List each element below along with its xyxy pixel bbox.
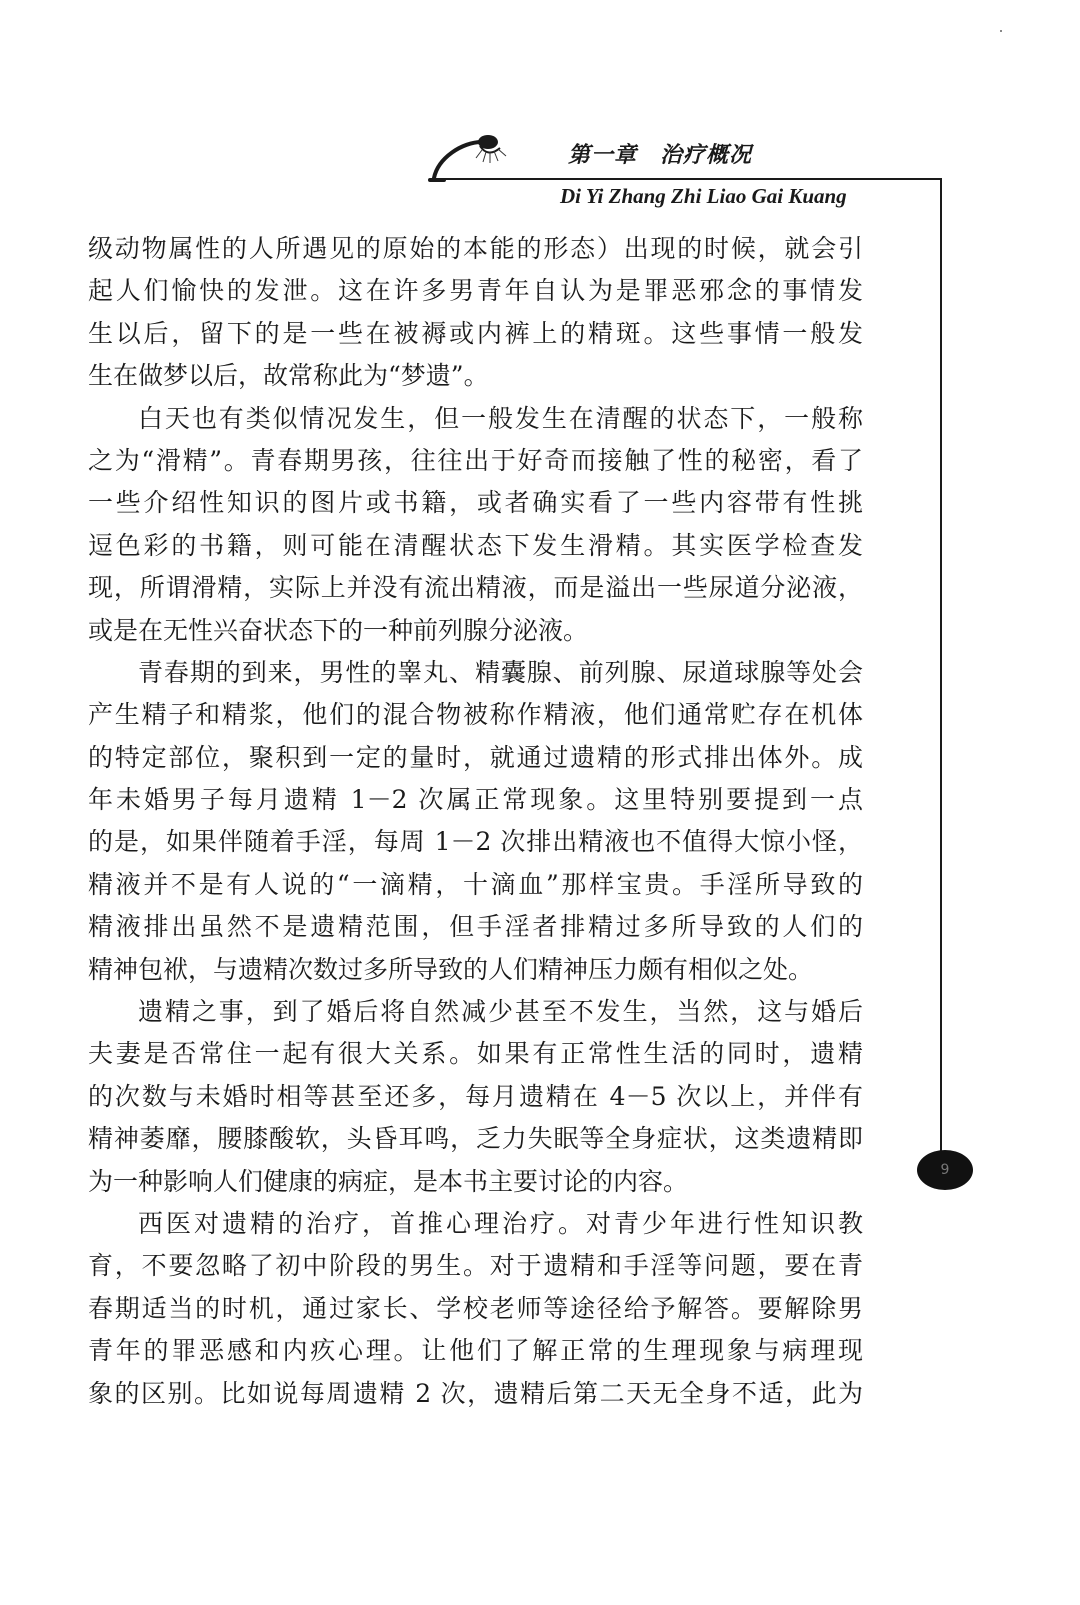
scan-speck bbox=[1000, 30, 1002, 32]
text-line: 生以后，留下的是一些在被褥或内裤上的精斑。这些事情一般发 bbox=[88, 318, 863, 348]
text-line: 或是在无性兴奋状态下的一种前列腺分泌液。 bbox=[88, 615, 589, 645]
page-number: 9 bbox=[940, 1162, 950, 1178]
text-line: 年未婚男子每月遗精 1－2 次属正常现象。这里特别要提到一点 bbox=[88, 785, 863, 815]
text-line: 为一种影响人们健康的病症，是本书主要讨论的内容。 bbox=[88, 1166, 689, 1196]
text-line: 的是，如果伴随着手淫，每周 1－2 次排出精液也不值得大惊小怪， bbox=[88, 827, 863, 857]
text-line: 精液并不是有人说的“一滴精，十滴血”那样宝贵。手淫所导致的 bbox=[88, 869, 863, 899]
text-line: 现，所谓滑精，实际上并没有流出精液，而是溢出一些尿道分泌液， bbox=[88, 573, 863, 603]
text-line: 逗色彩的书籍，则可能在清醒状态下发生滑精。其实医学检查发 bbox=[88, 530, 863, 560]
text-line: 精神包袱，与遗精次数过多所导致的人们精神压力颇有相似之处。 bbox=[88, 954, 814, 984]
text-line: 青年的罪恶感和内疚心理。让他们了解正常的生理现象与病理现 bbox=[88, 1336, 863, 1366]
text-line: 生在做梦以后，故常称此为“梦遗”。 bbox=[88, 361, 489, 391]
text-line: 起人们愉快的发泄。这在许多男青年自认为是罪恶邪念的事情发 bbox=[88, 276, 863, 306]
text-line: 一些介绍性知识的图片或书籍，或者确实看了一些内容带有性挑 bbox=[88, 488, 863, 518]
text-line: 之为“滑精”。青春期男孩，往往出于好奇而接触了性的秘密，看了 bbox=[88, 445, 863, 475]
body-text bbox=[88, 228, 863, 1415]
chapter-title: 第一章 治疗概况 bbox=[568, 142, 753, 168]
text-line: 级动物属性的人所遇见的原始的本能的形态）出现的时候，就会引 bbox=[88, 234, 863, 263]
text-line: 青春期的到来，男性的睾丸、精囊腺、前列腺、尿道球腺等处会 bbox=[138, 657, 863, 687]
text-line: 白天也有类似情况发生，但一般发生在清醒的状态下，一般称 bbox=[138, 403, 863, 433]
text-line: 春期适当的时机，通过家长、学校老师等途径给予解答。要解除男 bbox=[88, 1293, 863, 1323]
text-line: 遗精之事，到了婚后将自然减少甚至不发生，当然，这与婚后 bbox=[138, 997, 863, 1027]
text-line: 精神萎靡，腰膝酸软，头昏耳鸣，乏力失眠等全身症状，这类遗精即 bbox=[88, 1124, 863, 1154]
text-line: 的次数与未婚时相等甚至还多，每月遗精在 4－5 次以上，并伴有 bbox=[88, 1081, 863, 1111]
lamp-ornament-icon bbox=[428, 128, 528, 184]
text-line: 象的区别。比如说每周遗精 2 次，遗精后第二天无全身不适，此为 bbox=[88, 1378, 863, 1408]
text-line: 育，不要忽略了初中阶段的男生。对于遗精和手淫等问题，要在青 bbox=[88, 1251, 863, 1281]
margin-rule bbox=[940, 178, 942, 1166]
page-number-tab bbox=[917, 1150, 973, 1190]
text-line: 的特定部位，聚积到一定的量时，就通过遗精的形式排出体外。成 bbox=[88, 742, 863, 772]
chapter-pinyin-title: Di Yi Zhang Zhi Liao Gai Kuang bbox=[560, 184, 847, 208]
header-rule bbox=[432, 178, 942, 180]
text-line: 西医对遗精的治疗，首推心理治疗。对青少年进行性知识教 bbox=[138, 1208, 863, 1238]
text-line: 夫妻是否常住一起有很大关系。如果有正常性生活的同时，遗精 bbox=[88, 1039, 863, 1069]
text-line: 产生精子和精浆，他们的混合物被称作精液，他们通常贮存在机体 bbox=[88, 700, 863, 730]
text-line: 精液排出虽然不是遗精范围，但手淫者排精过多所导致的人们的 bbox=[88, 912, 863, 942]
